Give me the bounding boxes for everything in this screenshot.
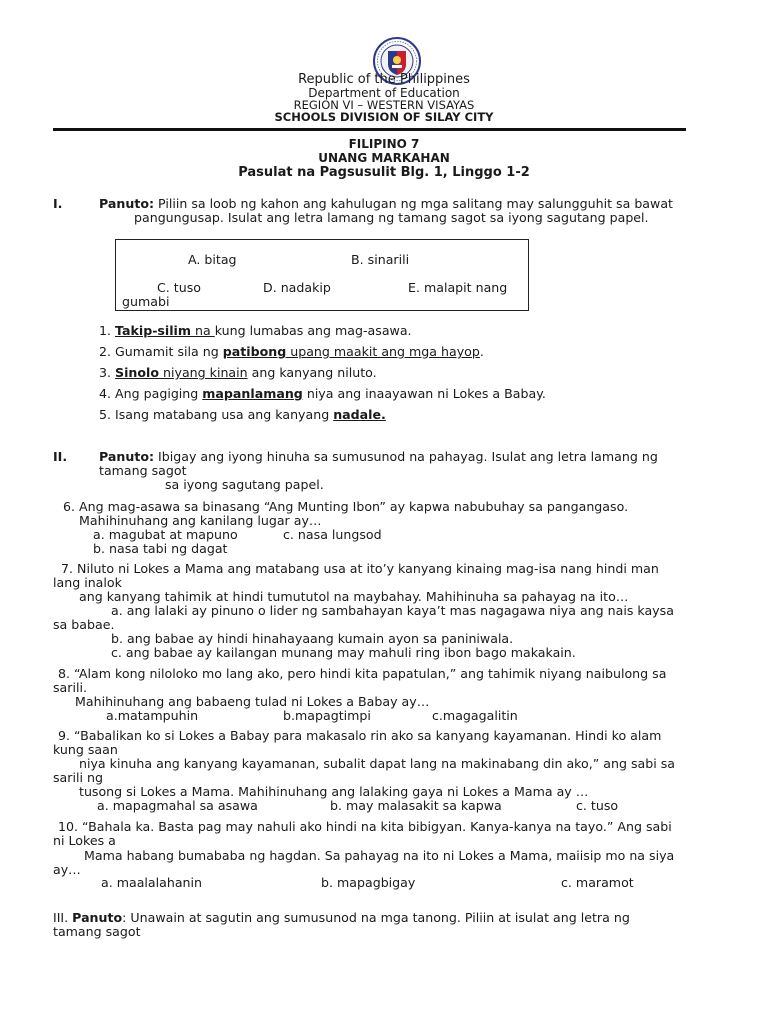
item-1 bbox=[99, 323, 412, 338]
q10-option-a: a. maalalahanin bbox=[101, 875, 203, 890]
item-3-key: Sinolo bbox=[115, 365, 160, 380]
subject-title: FILIPINO 7 bbox=[348, 137, 420, 151]
test-title: Pasulat na Pagsusulit Blg. 1, Linggo 1-2 bbox=[238, 165, 530, 180]
part2-label: Panuto: bbox=[99, 449, 155, 464]
q10-line3: Mama habang bumababa ng hagdan. Sa pahayag na ito ni Lokes a Mama, maiisip mo na siya bbox=[84, 848, 675, 863]
item-1-post: kung lumabas ang mag-asawa. bbox=[214, 323, 412, 338]
region-line: REGION VI – WESTERN VISAYAS bbox=[293, 98, 475, 112]
q10-line4: ay… bbox=[53, 862, 81, 877]
department-line: Department of Education bbox=[308, 86, 460, 100]
choices-box bbox=[115, 239, 529, 311]
q9-line4: sarili ng bbox=[53, 770, 103, 785]
division-line: SCHOOLS DIVISION OF SILAY CITY bbox=[274, 110, 494, 124]
part3-instruction-line1 bbox=[53, 910, 630, 925]
q7-option-a: a. ang lalaki ay pinuno o lider ng sambahayan kaya’t mas nagagawa niya ang nais kaysa bbox=[111, 603, 674, 618]
q6-option-b: b. nasa tabi ng dagat bbox=[93, 541, 228, 556]
item-5-pre: 5. Isang matabang usa ang kanyang bbox=[99, 407, 334, 422]
q9-line3: niya kinuha ang kanyang kayamanan, subalit dapat lang na makinabang din ako,” ang sabi sa bbox=[79, 756, 676, 771]
part2-instruction-line1 bbox=[99, 449, 658, 464]
part3-instruction-text: : Unawain at sagutin ang sumusunod na mga tanong. Piliin at isulat ang letra ng bbox=[122, 910, 630, 925]
item-1-key: Takip-silim bbox=[115, 323, 191, 338]
item-2-post: . bbox=[479, 344, 484, 359]
item-4-key: mapanlamang bbox=[202, 386, 303, 401]
part1-label: Panuto: bbox=[99, 196, 155, 211]
q7-option-a-cont: sa babae. bbox=[53, 617, 115, 632]
choice-e-cont: gumabi bbox=[122, 294, 170, 309]
q8-option-c: c.magagalitin bbox=[432, 708, 518, 723]
part2-instruction-line3: sa iyong sagutang papel. bbox=[165, 477, 324, 492]
q6-option-c: c. nasa lungsod bbox=[283, 527, 382, 542]
part1-instruction-line2: pangungusap. Isulat ang letra lamang ng tamang sagot sa iyong sagutang papel. bbox=[134, 210, 649, 225]
q8-line3: Mahihinuhang ang babaeng tulad ni Lokes a Babay ay… bbox=[75, 694, 430, 709]
header-divider bbox=[53, 128, 686, 131]
item-4 bbox=[99, 386, 546, 401]
q9-option-c: c. tuso bbox=[576, 798, 619, 813]
q7-line3: ang kanyang tahimik at hindi tumututol na maybahay. Mahihinuha sa pahayag na ito… bbox=[79, 589, 629, 604]
q8-line1: 8. “Alam kong niloloko mo lang ako, pero hindi kita papatulan,” ang tahimik niyang naibulong sa bbox=[58, 666, 667, 681]
choice-a: A. bitag bbox=[188, 252, 237, 267]
item-2-pre: 2. Gumamit sila ng bbox=[99, 344, 223, 359]
item-4-post: niya ang inaayawan ni Lokes a Babay. bbox=[302, 386, 546, 401]
q6-line1: 6. Ang mag-asawa sa binasang “Ang Munting Ibon” ay kapwa nabubuhay sa pangangaso. bbox=[63, 499, 629, 514]
item-2-key: patibong bbox=[222, 344, 287, 359]
republic-line: Republic of the Philippines bbox=[298, 72, 470, 87]
item-5 bbox=[99, 407, 386, 422]
q8-line2: sarili. bbox=[53, 680, 87, 695]
part3-label: Panuto bbox=[72, 910, 123, 925]
part3-instruction-line2: tamang sagot bbox=[53, 924, 141, 939]
q9-line5: tusong si Lokes a Mama. Mahihinuhang ang lalaking gaya ni Lokes a Mama ay … bbox=[79, 784, 589, 799]
q10-line2: ni Lokes a bbox=[53, 833, 116, 848]
q8-option-a: a.matampuhin bbox=[106, 708, 199, 723]
choice-e: E. malapit nang bbox=[408, 280, 508, 295]
q7-line1: 7. Niluto ni Lokes a Mama ang matabang usa at ito’y kanyang kinaing mag-isa nang hindi man bbox=[61, 561, 659, 576]
item-3-mid: niyang kinain bbox=[159, 365, 248, 380]
part2-instruction-text: Ibigay ang iyong hinuha sa sumusunod na pahayag. Isulat ang letra lamang ng bbox=[154, 449, 658, 464]
choice-d: D. nadakip bbox=[263, 280, 331, 295]
q6-line2: Mahihinuhang ang kanilang lugar ay… bbox=[79, 513, 322, 528]
item-2-mid: upang maakit ang mga hayop bbox=[286, 344, 480, 359]
q7-option-b: b. ang babae ay hindi hinahayaang kumain ayon sa paniniwala. bbox=[111, 631, 514, 646]
part1-instruction-text: Piliin sa loob ng kahon ang kahulugan ng mga salitang may salungguhit sa bawat bbox=[154, 196, 673, 211]
part1-instruction-line1 bbox=[99, 196, 673, 211]
q7-option-c: c. ang babae ay kailangan munang may mahuli ring ibon bago makakain. bbox=[111, 645, 576, 660]
q6-option-a: a. magubat at mapuno bbox=[93, 527, 238, 542]
q9-option-b: b. may malasakit sa kapwa bbox=[330, 798, 502, 813]
item-3-post: ang kanyang niluto. bbox=[247, 365, 377, 380]
item-1-pre: 1. bbox=[99, 323, 116, 338]
item-3 bbox=[99, 365, 377, 380]
q10-option-b: b. mapagbigay bbox=[321, 875, 416, 890]
q10-option-c: c. maramot bbox=[561, 875, 634, 890]
item-3-pre: 3. bbox=[99, 365, 116, 380]
item-5-key: nadale. bbox=[333, 407, 386, 422]
q7-line2: lang inalok bbox=[53, 575, 122, 590]
q8-option-b: b.mapagtimpi bbox=[283, 708, 371, 723]
q9-line1: 9. “Babalikan ko si Lokes a Babay para makasalo rin ako sa kanyang kayamanan. Hindi ko alam bbox=[58, 728, 662, 743]
part1-number: I. bbox=[53, 196, 63, 211]
q9-line2: kung saan bbox=[53, 742, 118, 757]
choice-c: C. tuso bbox=[157, 280, 201, 295]
item-1-mid: na bbox=[191, 323, 215, 338]
item-4-pre: 4. Ang pagiging bbox=[99, 386, 203, 401]
q10-line1: 10. “Bahala ka. Basta pag may nahuli ako hindi na kita bibigyan. Kanya-kanya na tayo.” Ang sabi bbox=[58, 819, 672, 834]
part3-number: III. bbox=[53, 910, 69, 925]
part2-instruction-line2: tamang sagot bbox=[99, 463, 187, 478]
quarter-title: UNANG MARKAHAN bbox=[318, 151, 450, 165]
choice-b: B. sinarili bbox=[351, 252, 410, 267]
item-2 bbox=[99, 344, 484, 359]
q9-option-a: a. mapagmahal sa asawa bbox=[97, 798, 258, 813]
part2-number: II. bbox=[53, 449, 68, 464]
